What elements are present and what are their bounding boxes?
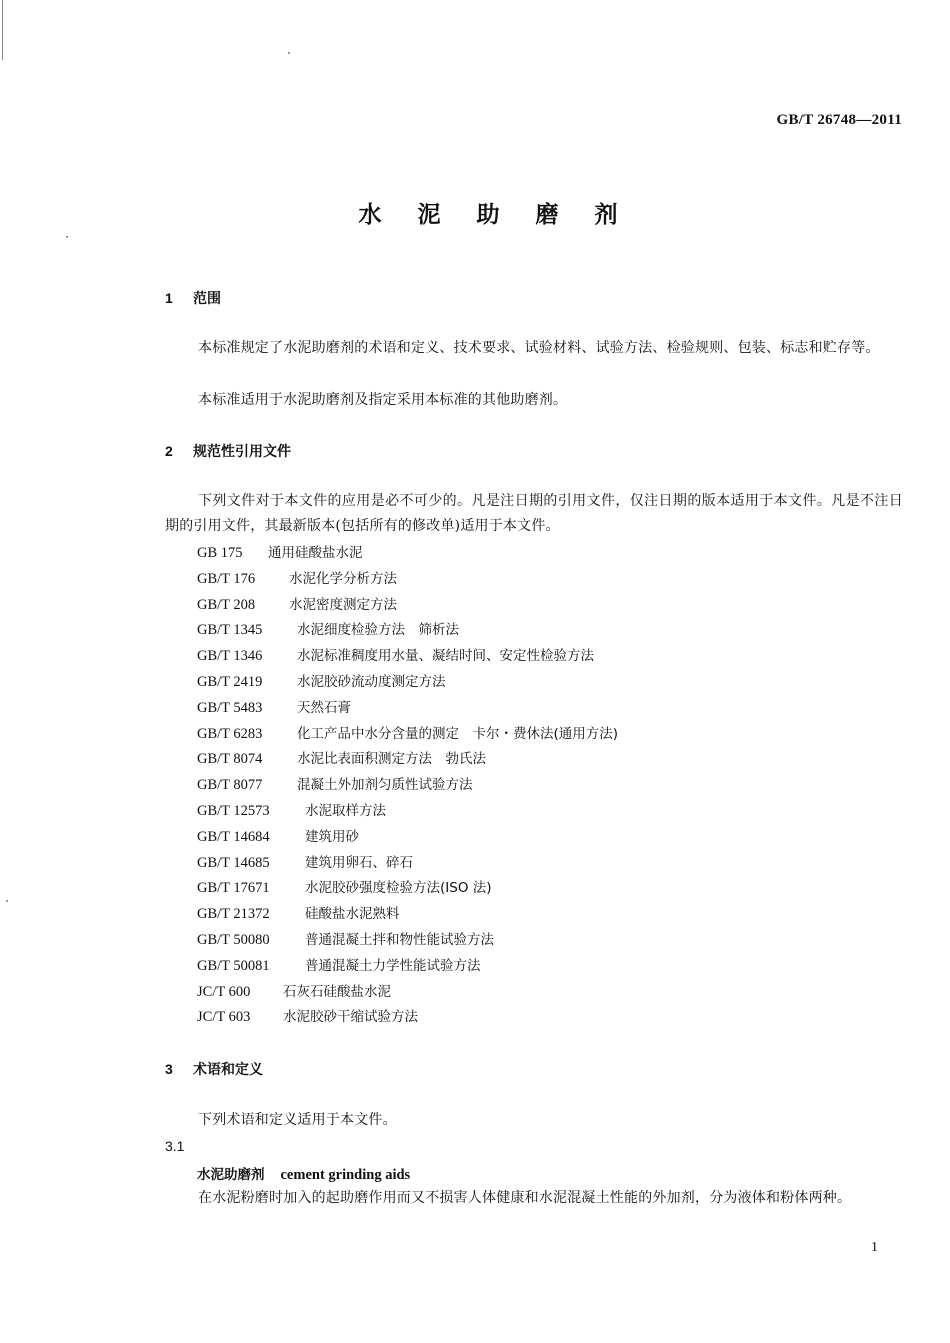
reference-title: 建筑用砂: [305, 828, 359, 845]
section-title: 规范性引用文件: [193, 444, 291, 460]
scan-edge-line: [2, 0, 3, 60]
reference-title: 水泥化学分析方法: [289, 570, 397, 587]
reference-title: 普通混凝土拌和物性能试验方法: [305, 931, 494, 948]
reference-code: GB/T 50081: [197, 957, 270, 974]
reference-title: 水泥细度检验方法 筛析法: [297, 622, 459, 639]
reference-title: 水泥胶砂强度检验方法(ISO 法): [305, 880, 492, 897]
reference-title: 水泥取样方法: [305, 802, 386, 819]
section-number: 2: [165, 443, 173, 459]
reference-code: GB/T 5483: [197, 699, 263, 716]
section-number: 1: [165, 290, 173, 306]
term-chinese: 水泥助磨剂: [197, 1167, 265, 1183]
reference-code: GB/T 176: [197, 570, 256, 587]
reference-code: JC/T 603: [197, 1009, 251, 1026]
reference-code: GB/T 50080: [197, 931, 270, 948]
reference-item: [197, 799, 618, 825]
reference-item: [197, 928, 618, 954]
reference-code: GB/T 8074: [197, 751, 263, 768]
term-english: cement grinding aids: [280, 1167, 411, 1183]
section-number: 3: [165, 1061, 173, 1077]
reference-code: GB/T 14684: [197, 828, 270, 845]
section-3-heading: [165, 1059, 263, 1079]
reference-item: [197, 644, 618, 670]
reference-title: 通用硅酸盐水泥: [268, 545, 363, 561]
reference-title: 天然石膏: [297, 699, 351, 716]
reference-item: [197, 618, 618, 644]
reference-item: [197, 954, 618, 980]
reference-title: 水泥胶砂流动度测定方法: [297, 673, 446, 690]
reference-code: JC/T 600: [197, 983, 251, 1000]
scan-speck: [66, 236, 68, 238]
reference-code: GB/T 12573: [197, 802, 270, 819]
reference-title: 建筑用卵石、碎石: [305, 854, 413, 871]
reference-code: GB/T 2419: [197, 673, 263, 690]
standard-code: GB/T 26748—2011: [776, 112, 902, 128]
reference-item: [197, 747, 618, 773]
reference-title: 石灰石硅酸盐水泥: [283, 983, 391, 1000]
reference-title: 水泥密度测定方法: [289, 596, 397, 613]
reference-item: [197, 722, 618, 748]
page-number: 1: [871, 1240, 878, 1255]
reference-code: GB/T 208: [197, 596, 256, 613]
reference-item: [197, 696, 618, 722]
section-1-paragraph-2: 本标准适用于水泥助磨剂及指定采用本标准的其他助磨剂。: [198, 392, 568, 408]
reference-item: [197, 825, 618, 851]
scan-speck: [6, 900, 8, 902]
reference-title: 水泥胶砂干缩试验方法: [283, 1009, 418, 1026]
reference-item: [197, 773, 618, 799]
reference-code: GB/T 1345: [197, 622, 263, 639]
subsection-number: 3.1: [165, 1138, 185, 1154]
reference-item: [197, 593, 618, 619]
reference-item: [197, 670, 618, 696]
section-title: 术语和定义: [193, 1062, 263, 1078]
document-title: 水 泥 助 磨 剂: [358, 202, 632, 228]
reference-item: [197, 1005, 618, 1031]
reference-code: GB/T 8077: [197, 777, 263, 794]
reference-title: 化工产品中水分含量的测定 卡尔・费休法(通用方法): [297, 725, 619, 742]
reference-item: [197, 980, 618, 1006]
reference-code: GB/T 14685: [197, 854, 270, 871]
reference-title: 混凝土外加剂匀质性试验方法: [297, 777, 473, 794]
reference-item: [197, 541, 618, 567]
section-title: 范围: [193, 291, 221, 307]
reference-item: [197, 876, 618, 902]
section-3-paragraph: 下列术语和定义适用于本文件。: [198, 1112, 397, 1128]
reference-code: GB/T 17671: [197, 880, 270, 897]
term-definition: 在水泥粉磨时加入的起助磨作用而又不损害人体健康和水泥混凝土性能的外加剂，分为液体和粉体两种。: [198, 1190, 852, 1206]
term-entry: [197, 1163, 410, 1184]
reference-title: 硅酸盐水泥熟料: [305, 906, 400, 923]
reference-code: GB/T 21372: [197, 906, 270, 923]
reference-title: 水泥标准稠度用水量、凝结时间、安定性检验方法: [297, 648, 594, 665]
reference-item: [197, 902, 618, 928]
section-1-paragraph-1: 本标准规定了水泥助磨剂的术语和定义、技术要求、试验材料、试验方法、检验规则、包装、标志和贮存等。: [198, 340, 880, 356]
section-2-paragraph: 下列文件对于本文件的应用是必不可少的。凡是注日期的引用文件，仅注日期的版本适用于本文件。凡是不注日期的引用文件，其最新版本(包括所有的修改单)适用于本文件。: [165, 493, 903, 534]
section-1-heading: [165, 288, 221, 308]
scan-speck: [288, 52, 290, 54]
reference-item: [197, 851, 618, 877]
reference-list: [197, 541, 618, 1031]
reference-code: GB/T 6283: [197, 725, 263, 742]
reference-code: GB 175: [197, 545, 243, 561]
reference-title: 水泥比表面积测定方法 勃氏法: [297, 751, 486, 768]
reference-item: [197, 567, 618, 593]
reference-title: 普通混凝土力学性能试验方法: [305, 957, 481, 974]
reference-code: GB/T 1346: [197, 648, 263, 665]
section-2-heading: [165, 441, 291, 461]
